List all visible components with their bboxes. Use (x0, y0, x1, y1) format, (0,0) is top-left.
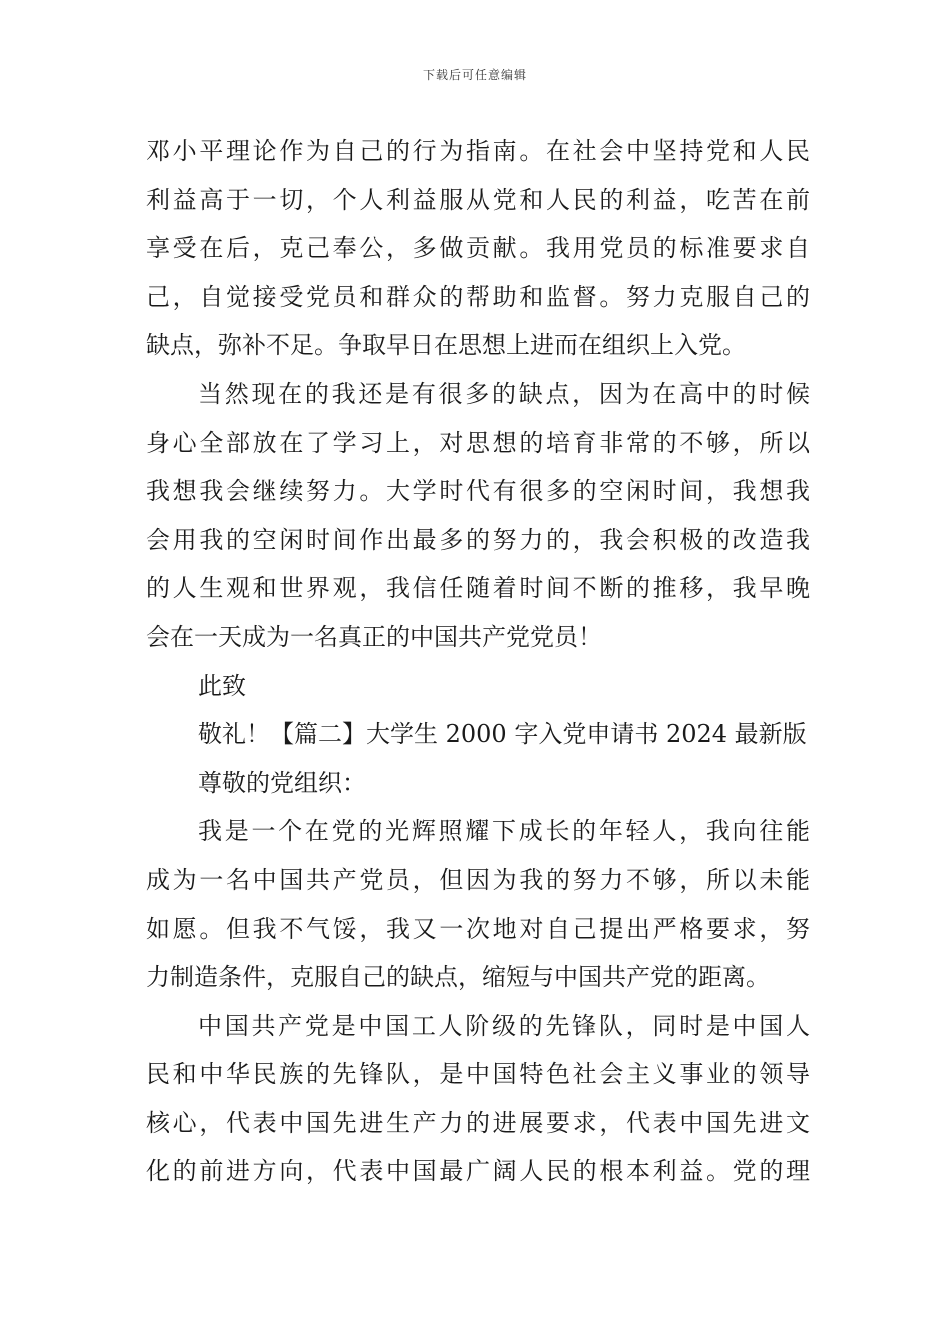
text-line: 的人生观和世界观，我信任随着时间不断的推移，我早晚 (146, 574, 810, 603)
text-line: 当然现在的我还是有很多的缺点，因为在高中的时候 (198, 379, 810, 408)
text-line: 己，自觉接受党员和群众的帮助和监督。努力克服自己的 (146, 282, 810, 311)
text-line: 化的前进方向，代表中国最广阔人民的根本利益。党的理 (146, 1157, 810, 1186)
text-line: 我想我会继续努力。大学时代有很多的空闲时间，我想我 (146, 477, 810, 506)
text-line: 会在一天成为一名真正的中国共产党党员！ (146, 622, 602, 651)
text-line: 我是一个在党的光辉照耀下成长的年轻人，我向往能 (198, 817, 810, 846)
text-line: 利益高于一切，个人利益服从党和人民的利益，吃苦在前 (146, 185, 810, 214)
text-line: 尊敬的党组织： (198, 768, 366, 797)
text-line: 成为一名中国共产党员，但因为我的努力不够，所以未能 (146, 865, 810, 894)
text-line: 享受在后，克己奉公，多做贡献。我用党员的标准要求自 (146, 234, 810, 263)
text-line: 身心全部放在了学习上，对思想的培育非常的不够，所以 (146, 428, 810, 457)
text-line: 中国共产党是中国工人阶级的先锋队，同时是中国人 (198, 1011, 810, 1040)
text-line: 邓小平理论作为自己的行为指南。在社会中坚持党和人民 (146, 137, 810, 165)
text-line: 力制造条件，克服自己的缺点，缩短与中国共产党的距离。 (146, 963, 770, 992)
text-line: 民和中华民族的先锋队，是中国特色社会主义事业的领导 (146, 1060, 810, 1089)
page-header: 下载后可任意编辑 (422, 68, 527, 82)
text-line: 如愿。但我不气馁，我又一次地对自己提出严格要求，努 (146, 914, 810, 943)
document-body (146, 127, 810, 1196)
text-line: 敬礼！【篇二】大学生 2000 字入党申请书 2024 最新版 (198, 720, 807, 749)
text-line: 会用我的空闲时间作出最多的努力的，我会积极的改造我 (146, 525, 810, 554)
text-line: 此致 (198, 671, 246, 700)
text-line: 缺点，弥补不足。争取早日在思想上进而在组织上入党。 (146, 331, 746, 360)
text-line: 核心，代表中国先进生产力的进展要求，代表中国先进文 (146, 1108, 810, 1137)
